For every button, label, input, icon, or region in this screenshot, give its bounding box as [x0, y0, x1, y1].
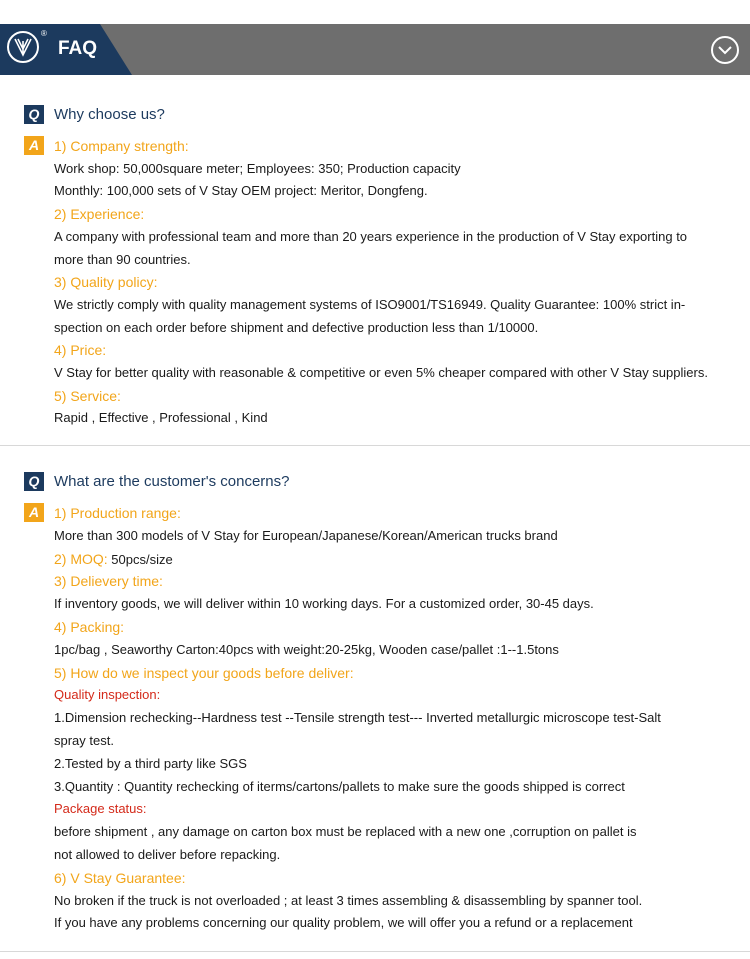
answer-text [54, 252, 191, 268]
line-text: 5) How do we inspect your goods before deliver: [54, 664, 354, 681]
question-badge: Q [24, 105, 44, 124]
answer-heading [54, 551, 173, 568]
answer-text [54, 596, 594, 612]
answer-text [54, 161, 461, 177]
line-text: 6) V Stay Guarantee: [54, 869, 186, 886]
answer-text [54, 756, 247, 772]
registered-mark: ® [41, 29, 47, 38]
answer-text [54, 779, 625, 795]
line-text: Rapid , Effective , Professional , Kind [54, 410, 268, 426]
answer-text [54, 297, 685, 313]
answer-text [54, 183, 428, 199]
answer-badge: A [24, 136, 44, 155]
line-text: more than 90 countries. [54, 251, 191, 267]
faq-header-bar [0, 24, 750, 75]
section-divider [0, 445, 750, 446]
line-text: spray test. [54, 733, 114, 748]
answer-text [54, 320, 538, 336]
line-text: 3.Quantity : Quantity rechecking of iterms/cartons/pallets to make sure the goods shipped is correct [54, 778, 625, 794]
answer-heading [54, 870, 186, 886]
answer-heading [54, 687, 160, 703]
line-text: spection on each order before shipment and defective production less than 1/10000. [54, 319, 539, 335]
answer-heading [54, 801, 147, 817]
chevron-down-icon[interactable] [711, 36, 739, 64]
line-text: 2) MOQ: [54, 550, 108, 567]
line-text: Work shop: 50,000square meter; Employees: 350; Production capacity [54, 160, 461, 176]
answer-heading [54, 342, 106, 358]
line-text: 4) Price: [54, 342, 107, 359]
line-text: 2.Tested by a third party like SGS [54, 755, 247, 771]
answer-text [54, 847, 280, 863]
line-text: 1) Company strength: [54, 138, 189, 154]
line-text: V Stay for better quality with reasonable & competitive or even 5% cheaper compared with other V Stay suppliers. [54, 365, 708, 380]
answer-text [54, 410, 268, 426]
answer-text [54, 642, 559, 658]
line-text: Package status: [54, 801, 147, 817]
answer-text [54, 824, 636, 840]
faq1-question: Why choose us? [54, 106, 165, 123]
line-text: If inventory goods, we will deliver within 10 working days. For a customized order, 30-45 days. [54, 596, 594, 612]
line-text: We strictly comply with quality management systems of ISO9001/TS16949. Quality Guarantee: 100% strict in- [54, 296, 686, 312]
answer-text [54, 915, 633, 931]
answer-heading [54, 206, 144, 222]
line-text: More than 300 models of V Stay for European/Japanese/Korean/American trucks brand [54, 527, 558, 543]
line-text: 1) Production range: [54, 505, 181, 521]
line-text: 3) Delievery time: [54, 573, 163, 590]
line-text: 1.Dimension rechecking--Hardness test --Tensile strength test--- Inverted metallurgic microscope test-Salt [54, 710, 661, 726]
answer-heading [54, 573, 163, 589]
line-text: No broken if the truck is not overloaded ; at least 3 times assembling & disassembling by spanner tool. [54, 892, 643, 908]
answer-heading [54, 665, 354, 681]
line-text: 5) Service: [54, 387, 121, 404]
line-text: Quality inspection: [54, 687, 161, 703]
page-title: FAQ [58, 38, 98, 59]
line-suffix: 50pcs/size [107, 551, 173, 567]
line-text: A company with professional team and more than 20 years experience in the production of V Stay exporting to [54, 228, 688, 244]
section-divider [0, 951, 750, 952]
answer-text [54, 365, 708, 381]
answer-heading [54, 619, 124, 635]
answer-text [54, 710, 661, 726]
line-text: before shipment , any damage on carton box must be replaced with a new one ,corruption on pallet is [54, 824, 637, 840]
answer-text [54, 229, 687, 245]
answer-heading [54, 138, 189, 154]
answer-heading [54, 388, 121, 404]
line-text: 2) Experience: [54, 206, 145, 223]
brand-logo-icon [7, 31, 39, 63]
line-text: Monthly: 100,000 sets of V Stay OEM project: Meritor, Dongfeng. [54, 183, 428, 199]
question-badge: Q [24, 472, 44, 491]
line-text: not allowed to deliver before repacking. [54, 847, 281, 862]
answer-heading [54, 274, 157, 290]
answer-text [54, 733, 114, 749]
answer-text [54, 893, 642, 909]
line-text: 1pc/bag , Seaworthy Carton:40pcs with weight:20-25kg, Wooden case/pallet :1--1.5tons [54, 641, 559, 657]
faq2-question: What are the customer's concerns? [54, 473, 290, 490]
answer-heading [54, 505, 181, 521]
line-text: 3) Quality policy: [54, 274, 158, 291]
line-text: 4) Packing: [54, 619, 125, 635]
line-text: If you have any problems concerning our quality problem, we will offer you a refund or a replacement [54, 915, 633, 931]
answer-text [54, 528, 558, 544]
answer-badge: A [24, 503, 44, 522]
